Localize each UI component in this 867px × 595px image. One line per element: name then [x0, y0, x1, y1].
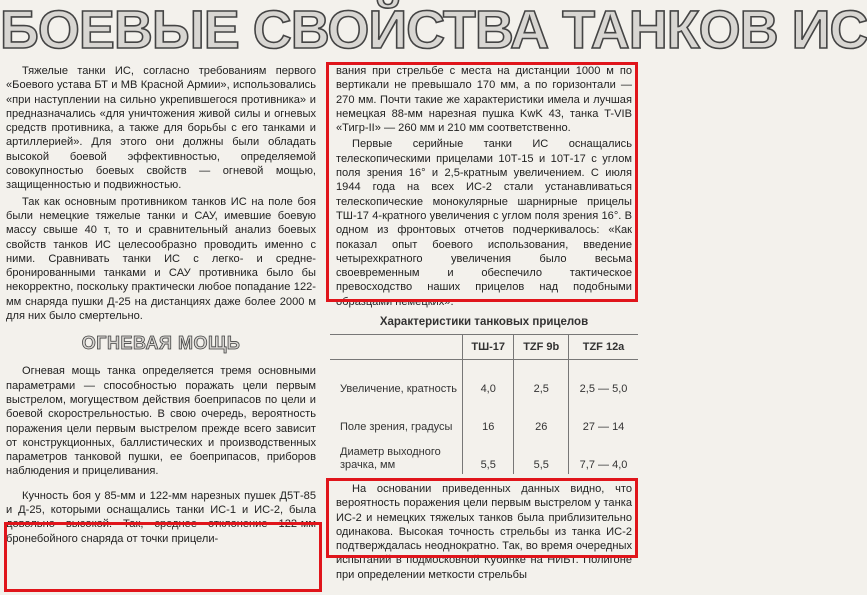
table-header-cell: TZF 9b: [514, 335, 569, 360]
table-cell: 26: [514, 398, 569, 436]
table-header-cell: TZF 12a: [569, 335, 638, 360]
table-caption: Характеристики танковых прицелов: [330, 312, 638, 335]
paragraph-highlighted: Первые серийные танки ИС оснащались телескопическими прицелами 10Т-15 и 10Т-17 с углом поля зрения 16° и 2,5-кратным увеличением. С июля 1944 года на всех ИС-2 стали устанавливаться телескопические монокулярные шарнирные прицелы ТШ-17 4-кратного увеличения с углом поля зрения 16°. В одном из фронтовых отчетов подчеркивалось: «Как показал опыт боевого использования, введение четырехкратного увеличения было весьма своевременным и обеспечило тактическое превосходство наших прицелов над подобными образцами немецких».: [336, 138, 632, 308]
table-cell-param: Диаметр выходного зрачка, мм: [340, 446, 441, 471]
left-column: [6, 64, 316, 546]
right-column-bottom: [330, 482, 638, 582]
table-cell-param: Поле зрения, градусы: [340, 421, 453, 433]
table-cell: 5,5: [514, 436, 569, 474]
article-title: БОЕВЫЕ СВОЙСТВА ТАНКОВ ИС: [0, 0, 867, 60]
paragraph: Тяжелые танки ИС, согласно требованиям первого «Боевого устава БТ и МВ Красной Армии», использовались «при наступлении на сильно укрепившегося противника» и предназначались «для уничтожения живой силы и огневых средств противника, а также для борьбы с его танками и артиллерией». Для этого они должны были обладать высокой боевой эффективностью, определяемой совокупностью боевых свойств — огневой мощью, защищенностью и подвижностью.: [6, 65, 316, 192]
table-cell: 2,5 — 5,0: [569, 360, 638, 399]
table-cell: 4,0: [463, 360, 514, 399]
sights-table-grid: [330, 335, 638, 474]
paragraph-highlighted: На основании приведенных данных видно, что вероятность поражения цели первым выстрелом у танка ИС-2 и немецких тяжелых танков была приблизительно одинакова. Высокая точность стрельбы из танка ИС-2 подтверждалась неоднократно. Так, во время очередных испытаний в подмосковной Кубинке на НИБТ. Полигоне при определении меткости стрельбы: [336, 483, 632, 581]
table-cell: 27 — 14: [569, 398, 638, 436]
table-row: [330, 360, 638, 399]
table-header-row: [330, 335, 638, 360]
table-cell: 7,7 — 4,0: [569, 436, 638, 474]
section-heading: ОГНЕВАЯ МОЩЬ: [81, 333, 241, 354]
paragraph-highlighted: Кучность боя у 85-мм и 122-мм нарезных пушек Д5Т-85 и Д-25, которыми оснащались танки ИС-1 и ИС-2, была довольно высокой. Так, среднее отклонение 122-мм бронебойного снаряда от точки прицели-: [6, 489, 316, 545]
table-row: [330, 436, 638, 474]
sights-table: [330, 312, 638, 474]
table-cell: 16: [463, 398, 514, 436]
table-cell: 2,5: [514, 360, 569, 399]
right-column: [330, 64, 638, 309]
table-header-cell: ТШ-17: [463, 335, 514, 360]
table-cell-param: Увеличение, кратность: [340, 383, 458, 395]
table-cell: 5,5: [463, 436, 514, 474]
paragraph-highlighted: вания при стрельбе с места на дистанции 1000 м по вертикали не превышало 170 мм, а по горизонтали — 270 мм. Почти такие же характеристики имела и лучшая немецкая 88-мм нарезная пушка KwK 43, танка T-VIB «Тигр-II» — 260 мм и 210 мм соответственно.: [336, 65, 632, 135]
paragraph: Огневая мощь танка определяется тремя основными параметрами — способностью поражать цели первым выстрелом, могуществом действия боеприпасов по цели и боевой скорострельностью. В свою очередь, вероятность поражения цели первым выстрелом прежде всего зависит от конструкционных, баллистических и производственных параметров танковой пушки, ее боеприпасов, приборов наблюдения и прицеливания.: [6, 365, 316, 478]
table-header-cell: [330, 335, 463, 360]
table-row: [330, 398, 638, 436]
paragraph: Так как основным противником танков ИС на поле боя были немецкие тяжелые танки и САУ, имевшие боевую массу свыше 40 т, то и сравнительный анализ боевых свойств танков ИС целесообразно проводить именно с ними. Сравнивать танки ИС с легко- и средне-бронированными танками и САУ противника было бы некорректно, поскольку практически любое попадание 122-мм снаряда пушки Д-25 на дистанциях даже более 2000 м для них было смертельно.: [6, 195, 316, 323]
